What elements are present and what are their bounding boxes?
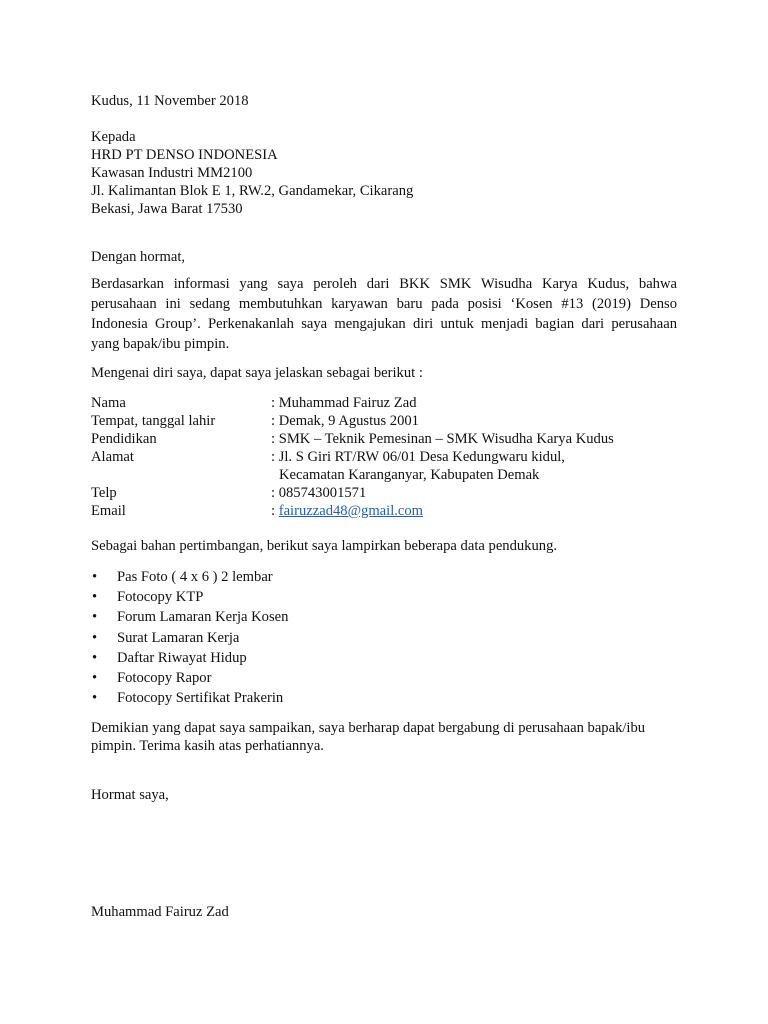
detail-row-pendidikan — [91, 430, 677, 448]
recipient-line: Kawasan Industri MM2100 — [91, 165, 253, 181]
list-item — [91, 649, 288, 669]
attachment-label: Fotocopy KTP — [117, 589, 204, 606]
detail-label: Nama — [91, 395, 126, 411]
closing-paragraph — [91, 719, 645, 755]
salutation: Dengan hormat, — [91, 249, 186, 265]
detail-value: : Demak, 9 Agustus 2001 — [271, 413, 419, 429]
list-item — [91, 568, 288, 588]
detail-label: Telp — [91, 485, 117, 501]
detail-row-alamat-cont — [91, 466, 677, 484]
list-item — [91, 689, 288, 709]
attachment-label: Fotocopy Sertifikat Prakerin — [117, 690, 284, 707]
bullet-icon: • — [92, 690, 98, 707]
detail-row-telp — [91, 484, 677, 502]
list-item — [91, 588, 288, 608]
detail-value: : Jl. S Giri RT/RW 06/01 Desa Kedungwaru kidul, — [271, 449, 565, 465]
sign-off: Hormat saya, — [91, 787, 169, 803]
intro-line: Berdasarkan informasi yang saya peroleh dari BKK SMK Wisudha Karya Kudus, bahwa — [91, 276, 677, 292]
detail-label: Email — [91, 503, 126, 519]
detail-row-alamat — [91, 448, 677, 466]
recipient-line: Bekasi, Jawa Barat 17530 — [91, 201, 243, 217]
attachment-label: Pas Foto ( 4 x 6 ) 2 lembar — [117, 569, 273, 585]
details-table — [91, 394, 677, 520]
bullet-icon: • — [92, 669, 98, 686]
attachments-intro: Sebagai bahan pertimbangan, berikut saya lampirkan beberapa data pendukung. — [91, 538, 558, 554]
detail-value: : 085743001571 — [271, 485, 367, 501]
recipient-line: Jl. Kalimantan Blok E 1, RW.2, Gandamekar, Cikarang — [91, 183, 414, 199]
detail-row-ttl — [91, 412, 677, 430]
recipient-line: HRD PT DENSO INDONESIA — [91, 147, 278, 163]
closing-line: pimpin. Terima kasih atas perhatiannya. — [91, 738, 324, 754]
email-colon: : — [271, 503, 276, 519]
recipient-line: Kepada — [91, 129, 136, 145]
recipient-block — [91, 128, 413, 218]
intro-paragraph — [91, 274, 677, 354]
email-link[interactable]: fairuzzad48@gmail.com — [278, 503, 424, 519]
detail-row-email — [91, 502, 677, 520]
email-value — [271, 502, 423, 520]
detail-value: : SMK – Teknik Pemesinan – SMK Wisudha Karya Kudus — [271, 431, 614, 447]
detail-row-nama — [91, 394, 677, 412]
closing-line: Demikian yang dapat saya sampaikan, saya berharap dapat bergabung di perusahaan bapak/ibu — [91, 720, 646, 736]
bullet-icon: • — [92, 569, 98, 585]
attachment-label: Daftar Riwayat Hidup — [117, 649, 247, 666]
detail-label: Pendidikan — [91, 431, 157, 447]
intro-line: Indonesia Group’. Perkenakanlah saya mengajukan diri untuk menjadi bagian dari perusahaan — [91, 316, 677, 332]
attachment-label: Surat Lamaran Kerja — [117, 629, 240, 646]
place-date: Kudus, 11 November 2018 — [91, 93, 249, 109]
signature-name: Muhammad Fairuz Zad — [91, 904, 229, 920]
list-item — [91, 669, 288, 689]
attachments-list — [91, 568, 288, 709]
bullet-icon: • — [92, 629, 98, 646]
attachment-label: Fotocopy Rapor — [117, 669, 212, 686]
bullet-icon: • — [92, 589, 98, 606]
attachment-label: Forum Lamaran Kerja Kosen — [117, 609, 289, 626]
bullet-icon: • — [92, 649, 98, 666]
detail-value: Kecamatan Karanganyar, Kabupaten Demak — [279, 467, 540, 483]
details-intro: Mengenai diri saya, dapat saya jelaskan sebagai berikut : — [91, 365, 423, 381]
detail-label: Alamat — [91, 449, 134, 465]
bullet-icon: • — [92, 609, 98, 626]
list-item — [91, 629, 288, 649]
list-item — [91, 608, 288, 628]
detail-value: : Muhammad Fairuz Zad — [271, 395, 417, 411]
intro-line: yang bapak/ibu pimpin. — [91, 336, 230, 352]
intro-line: perusahaan ini sedang membutuhkan karyawan baru pada posisi ‘Kosen #13 (2019) Denso — [91, 296, 677, 312]
detail-label: Tempat, tanggal lahir — [91, 413, 216, 429]
